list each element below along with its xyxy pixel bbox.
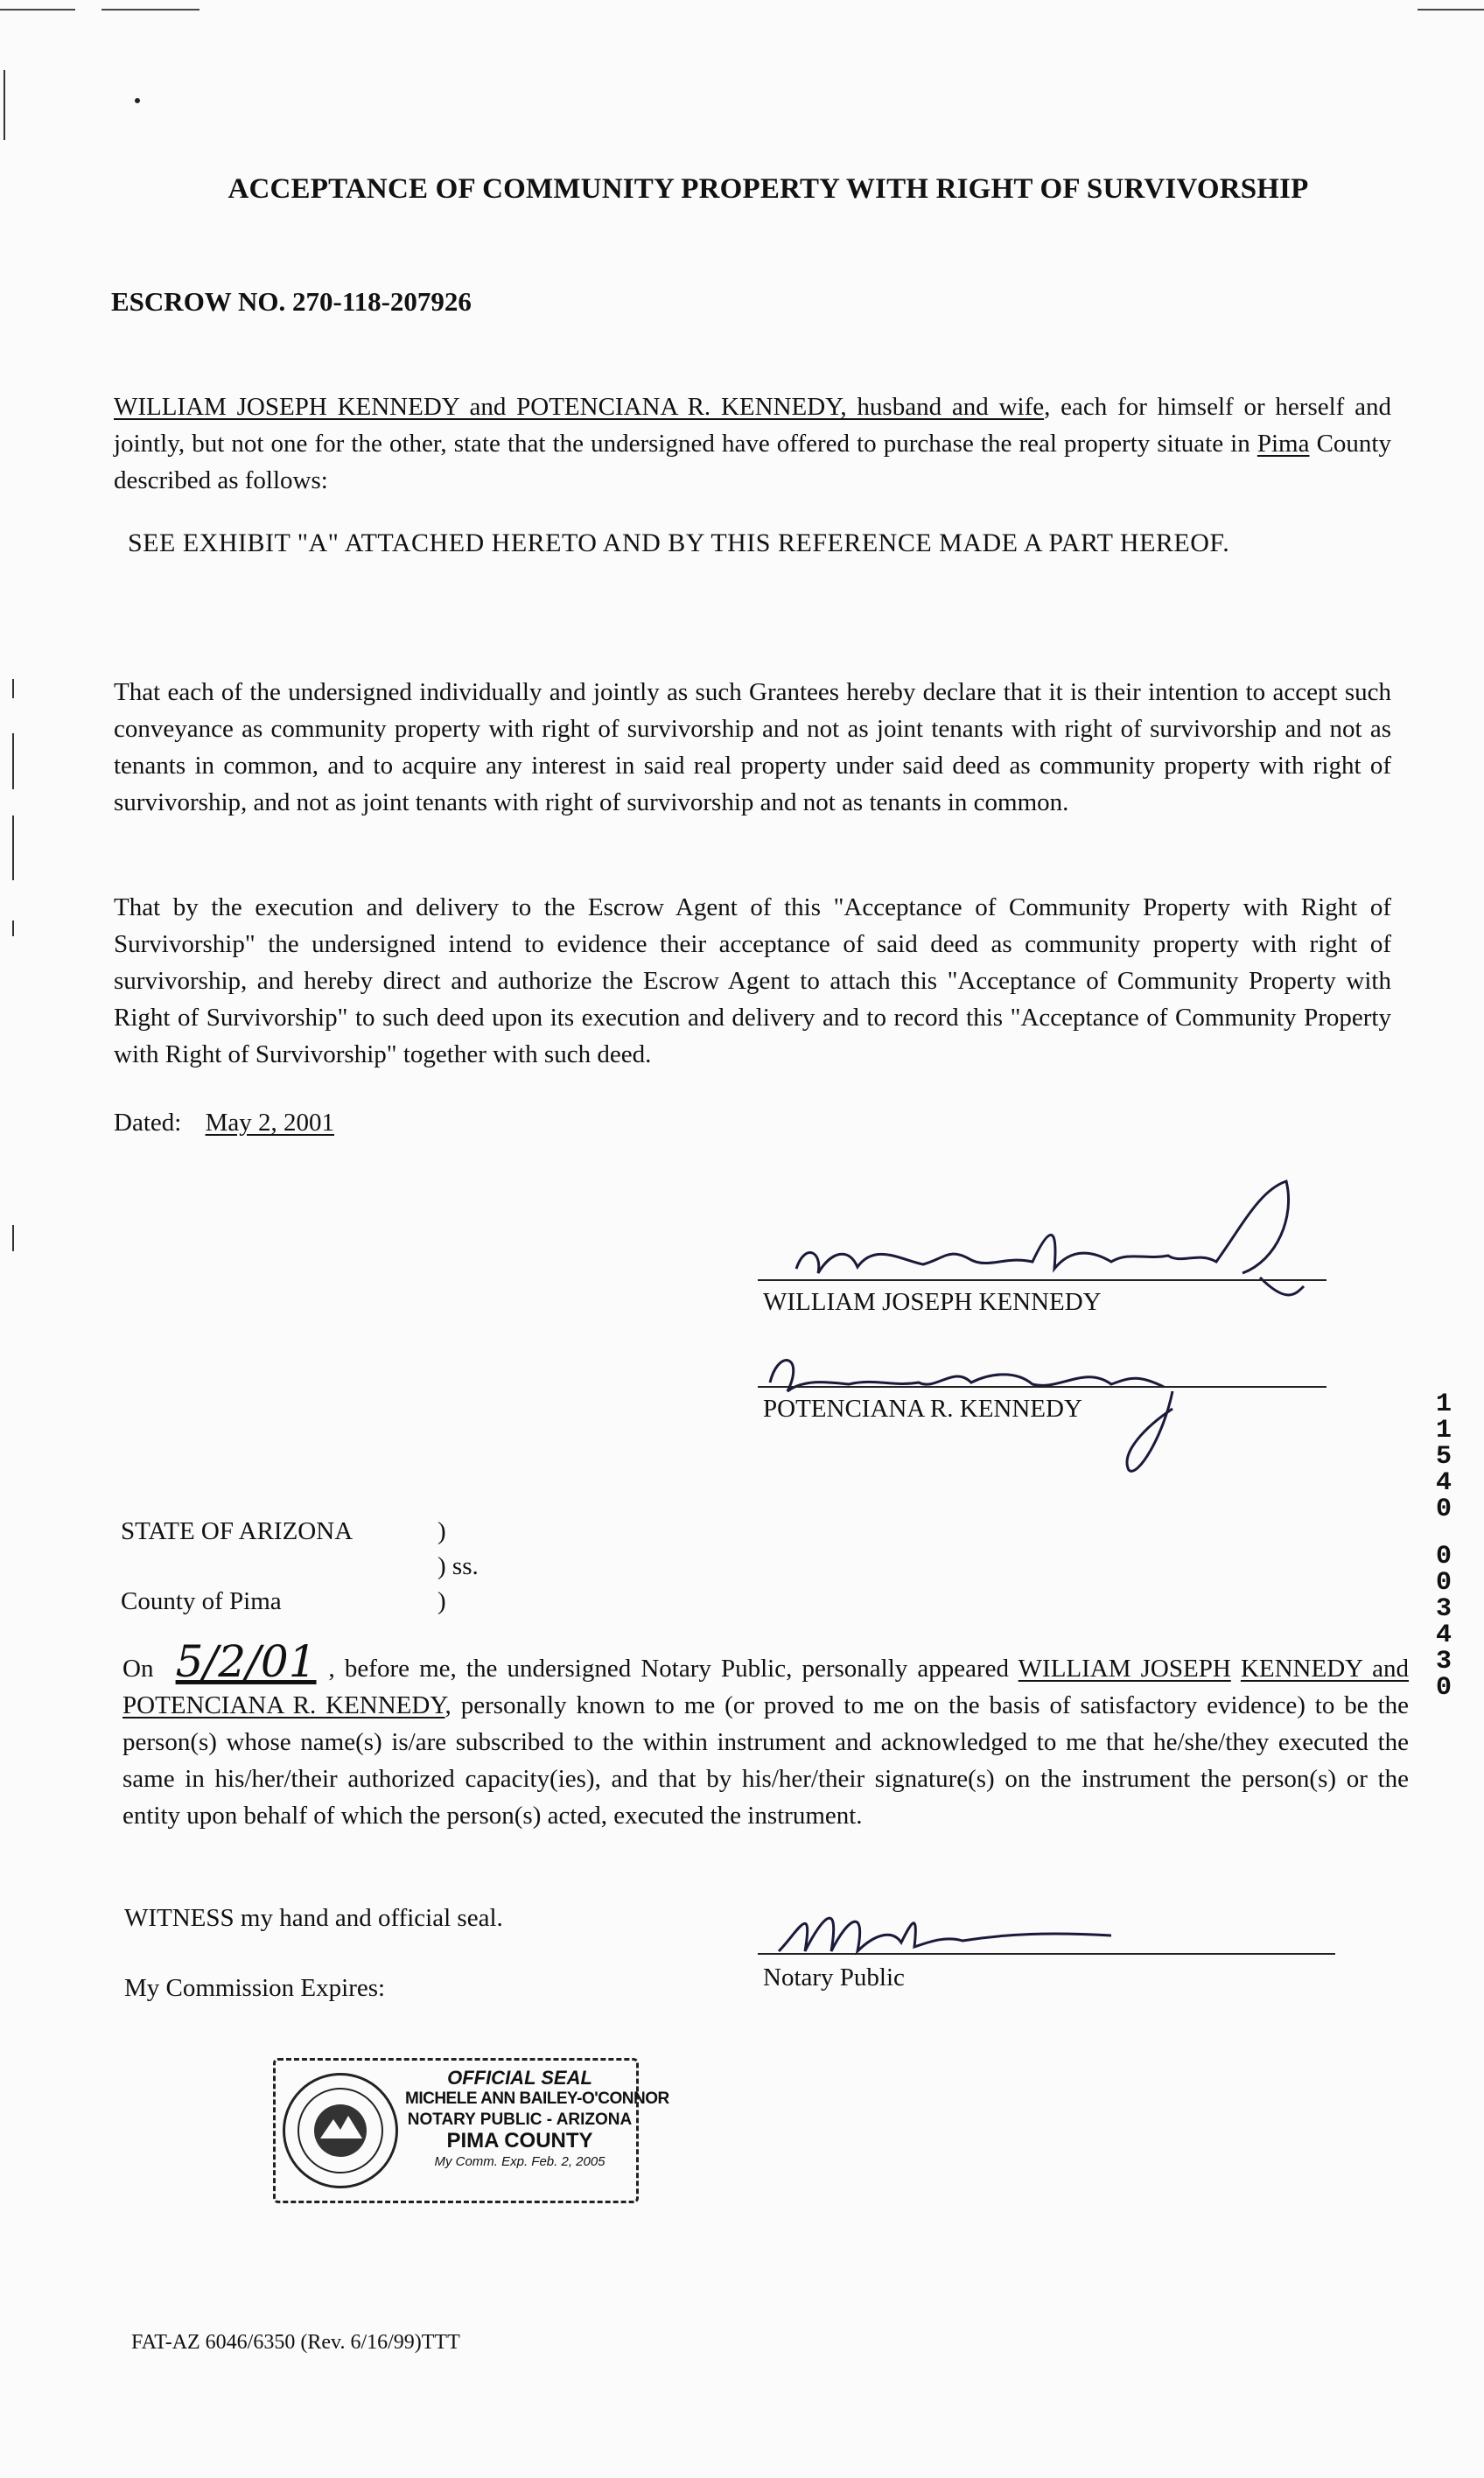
form-footer: FAT-AZ 6046/6350 (Rev. 6/16/99)TTT [131, 2331, 460, 2354]
appeared-names-1: WILLIAM JOSEPH [1018, 1655, 1231, 1683]
intro-text-1: , each for himself or herself and jointly, but not one for the other, state that the undersigned have offered to purchase the real property situate in [114, 393, 1391, 458]
signer-name-potenciana: POTENCIANA R. KENNEDY [763, 1395, 1082, 1423]
recording-digit: 4 [1435, 1620, 1452, 1650]
on-label: On [122, 1655, 154, 1683]
acknowledgment-paragraph [122, 1636, 1410, 1834]
recording-digit: 1 [1435, 1390, 1452, 1419]
seal-line-official: OFFICIAL SEAL [447, 2067, 592, 2089]
seal-line-county: PIMA COUNTY [446, 2129, 593, 2152]
recording-digit: 0 [1435, 1673, 1452, 1703]
seal-line-expiry: My Comm. Exp. Feb. 2, 2005 [434, 2154, 606, 2169]
margin-mark [4, 70, 5, 140]
grantee-names: WILLIAM JOSEPH KENNEDY and POTENCIANA R. KENNEDY, husband and wife [114, 393, 1045, 421]
intro-paragraph [114, 388, 1391, 499]
margin-mark [12, 1225, 14, 1251]
signer-name-william: WILLIAM JOSEPH KENNEDY [763, 1288, 1102, 1316]
recording-digit: 1 [1435, 1416, 1452, 1446]
state-seal-emblem [283, 2073, 398, 2188]
margin-mark [12, 816, 14, 880]
intro-text-2: County described as follows: [114, 430, 1391, 494]
notary-public-label: Notary Public [763, 1964, 905, 1992]
scan-dot [135, 98, 140, 103]
notary-signature [761, 1881, 1129, 1969]
venue-ss: ) ss. [438, 1552, 479, 1580]
dated-line [114, 1104, 639, 1141]
venue-paren-1: ) [438, 1517, 446, 1545]
recording-digit: 4 [1435, 1468, 1452, 1498]
recording-digit: 3 [1435, 1594, 1452, 1624]
seal-line-notary: NOTARY PUBLIC - ARIZONA [407, 2110, 633, 2129]
recording-digit: 5 [1435, 1442, 1452, 1472]
signature-line-william [758, 1279, 1326, 1281]
venue-state: STATE OF ARIZONA [121, 1517, 354, 1545]
recording-digit: 3 [1435, 1647, 1452, 1676]
escrow-number: ESCROW NO. 270-118-207926 [111, 286, 472, 317]
commission-expires: My Commission Expires: [124, 1974, 386, 2002]
scan-rule-top-left-2 [102, 9, 200, 10]
venue-paren-2: ) [438, 1587, 446, 1615]
delivery-paragraph: That by the execution and delivery to the Escrow Agent of this "Acceptance of Community Property with Right of Survivorship" the undersigned intend to evidence their acceptance of said deed as community property with right of survivorship, and hereby direct and authorize the Escrow Agent to attach this "Acceptance of Community Property with Right of Survivorship" to such deed upon its execution and delivery and to record this "Acceptance of Community Property with Right of Survivorship" together with such deed. [114, 893, 1391, 1068]
notary-signature-line [758, 1953, 1335, 1955]
county-name: Pima [1256, 430, 1310, 458]
scan-rule-top-right [1418, 9, 1484, 10]
handwritten-notary-date: 5/2/01 [175, 1636, 317, 1687]
dated-value: May 2, 2001 [205, 1109, 334, 1137]
document-title: ACCEPTANCE OF COMMUNITY PROPERTY WITH RIGHT OF SURVIVORSHIP [228, 173, 1309, 205]
margin-mark [12, 733, 14, 789]
scan-rule-top-left [0, 9, 75, 10]
dated-label: Dated: [114, 1109, 182, 1137]
official-notary-seal [273, 2058, 669, 2203]
intention-paragraph: That each of the undersigned individually and jointly as such Grantees hereby declare that it is their intention to accept such conveyance as community property with right of survivorship and not as joint tenants with right of survivorship and not as tenants in common, and to acquire any interest in said real property under said deed as community property with right of survivorship, and not as joint tenants with right of survivorship and not as tenants in common. [114, 678, 1391, 816]
venue-county: County of Pima [121, 1587, 282, 1615]
appeared-names-2: KENNEDY and POTENCIANA R. KENNEDY [122, 1655, 1410, 1719]
seal-line-name: MICHELE ANN BAILEY-O'CONNOR [405, 2090, 669, 2108]
recording-number [1421, 1391, 1466, 1701]
witness-line: WITNESS my hand and official seal. [124, 1904, 503, 1932]
ack-text-2: , personally known to me (or proved to me on the basis of satisfactory evidence) to be the person(s) whose name(s) is/are subscribed to the within instrument and acknowledged to me that he/she/they executed the same in his/her/their authorized capacity(ies), and that by his/her/their signature(s) on the instrument the person(s) or the entity upon behalf of which the person(s) acted, executed the instrument. [122, 1691, 1410, 1830]
recording-digit: 0 [1435, 1542, 1452, 1572]
exhibit-reference: SEE EXHIBIT "A" ATTACHED HERETO AND BY THIS REFERENCE MADE A PART HEREOF. [128, 528, 1230, 557]
margin-mark [12, 679, 14, 698]
recording-digit: 0 [1435, 1494, 1452, 1524]
signature-line-potenciana [758, 1386, 1326, 1388]
recording-digit: 0 [1435, 1568, 1452, 1598]
ack-text-1: , before me, the undersigned Notary Public, personally appeared [328, 1655, 1010, 1683]
margin-mark [12, 920, 14, 936]
